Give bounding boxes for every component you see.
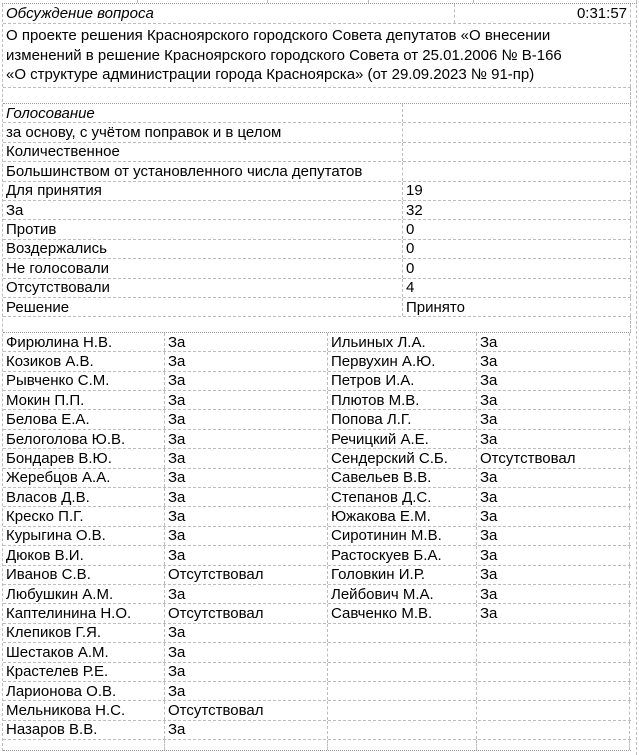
deputy-name-cell: Сендерский С.Б. [328, 449, 477, 467]
voting-title-row [3, 104, 631, 123]
deputy-name-cell: Мельникова Н.С. [3, 701, 165, 719]
stat-row [3, 240, 631, 259]
question-line: О проекте решения Красноярского городского Совета депутатов «О внесении [6, 27, 551, 44]
deputy-row [3, 507, 631, 526]
deputy-name-cell: Растоскуев Б.А. [328, 546, 477, 564]
deputy-name-cell: Бондарев В.Ю. [3, 449, 165, 467]
deputy-row [3, 527, 631, 546]
deputy-vote-cell [477, 643, 630, 661]
deputy-vote-cell: За [477, 410, 630, 428]
deputy-name-cell [328, 643, 477, 661]
voting-quorum-rule: Большинством от установленного числа депутатов [3, 162, 403, 180]
deputy-name-cell: Петров И.А. [328, 372, 477, 390]
stat-label: Против [3, 220, 403, 238]
deputy-vote-cell: За [477, 507, 630, 525]
deputy-row [3, 469, 631, 488]
deputy-name-cell: Речицкий А.Е. [328, 430, 477, 448]
question-row [3, 24, 631, 88]
deputy-vote-cell: За [477, 391, 630, 409]
deputy-name-cell: Клепиков Г.Я. [3, 624, 165, 642]
deputy-name-cell: Белоголова Ю.В. [3, 430, 165, 448]
deputy-vote-cell: За [165, 527, 328, 545]
deputy-vote-cell: За [165, 430, 328, 448]
deputy-row [3, 721, 631, 740]
spacer-row [3, 88, 631, 104]
deputy-vote-cell: За [165, 449, 328, 467]
grid-tick [473, 0, 474, 3]
deputy-vote-cell [477, 721, 630, 739]
deputy-row [3, 449, 631, 468]
deputy-vote-cell: За [165, 372, 328, 390]
deputy-vote-cell: За [477, 527, 630, 545]
results-sheet [2, 4, 631, 751]
deputy-vote-cell: За [477, 430, 630, 448]
deputy-row [3, 604, 631, 623]
deputy-vote-cell: За [165, 391, 328, 409]
deputy-name-cell [328, 701, 477, 719]
deputy-vote-cell: За [165, 488, 328, 506]
deputy-vote-cell: За [165, 469, 328, 487]
deputy-name-cell: Степанов Д.С. [328, 488, 477, 506]
deputy-vote-cell: За [165, 585, 328, 603]
deputy-vote-cell: За [477, 488, 630, 506]
deputies-table [3, 333, 631, 740]
spacer-row [3, 317, 631, 333]
stat-row [3, 220, 631, 239]
deputy-vote-cell: За [477, 333, 630, 351]
stat-label: Воздержались [3, 240, 403, 258]
deputy-name-cell [328, 624, 477, 642]
deputy-name-cell: Плютов М.В. [328, 391, 477, 409]
deputy-vote-cell: За [165, 721, 328, 739]
voting-section-title: Голосование [3, 104, 403, 122]
deputy-vote-cell: За [477, 372, 630, 390]
deputy-vote-cell [477, 663, 630, 681]
stat-value: 4 [403, 279, 631, 297]
deputy-row [3, 643, 631, 662]
deputy-vote-cell: За [165, 682, 328, 700]
deputy-vote-cell: За [477, 546, 630, 564]
deputy-vote-cell: За [165, 624, 328, 642]
deputy-name-cell: Сиротинин М.В. [328, 527, 477, 545]
question-line: изменений в решение Красноярского городского Совета от 25.01.2006 № В-166 [6, 46, 562, 64]
stat-value: 0 [403, 240, 631, 258]
deputy-vote-cell: За [165, 643, 328, 661]
deputy-row [3, 546, 631, 565]
deputy-name-cell: Назаров В.В. [3, 721, 165, 739]
deputy-name-cell: Шестаков А.М. [3, 643, 165, 661]
stat-label: Для принятия [3, 182, 403, 200]
deputy-name-cell: Савченко М.В. [328, 604, 477, 622]
deputy-name-cell: Жеребцов А.А. [3, 469, 165, 487]
deputy-name-cell: Лейбович М.А. [328, 585, 477, 603]
deputy-vote-cell [477, 682, 630, 700]
stat-label: Отсутствовали [3, 279, 403, 297]
deputy-vote-cell: За [165, 546, 328, 564]
decision-value: Принято [403, 298, 631, 316]
deputy-vote-cell: За [165, 507, 328, 525]
voting-type: Количественное [3, 143, 403, 161]
deputy-name-cell: Креско П.Г. [3, 507, 165, 525]
stat-row [3, 201, 631, 220]
deputy-name-cell: Савельев В.В. [328, 469, 477, 487]
sheet-outer-right-border [636, 0, 637, 755]
deputy-name-cell [328, 663, 477, 681]
grid-tick [137, 0, 138, 3]
stat-row [3, 259, 631, 278]
voting-mode: за основу, с учётом поправок и в целом [3, 123, 403, 141]
deputy-vote-cell: За [477, 585, 630, 603]
grid-tick [368, 0, 369, 3]
stat-label: За [3, 201, 403, 219]
deputy-vote-cell: За [165, 352, 328, 370]
deputy-row [3, 430, 631, 449]
stat-value: 32 [403, 201, 631, 219]
deputy-name-cell: Первухин А.Ю. [328, 352, 477, 370]
stat-value: 0 [403, 259, 631, 277]
deputy-row [3, 682, 631, 701]
deputy-vote-cell: За [477, 604, 630, 622]
deputy-vote-cell: Отсутствовал [165, 604, 328, 622]
spacer-row [3, 740, 631, 751]
timer-value: 0:31:57 [455, 4, 631, 23]
deputy-name-cell: Головкин И.Р. [328, 566, 477, 584]
question-line: «О структуре администрации города Красноярска» (от 29.09.2023 № 91-пр) [6, 66, 535, 83]
question-text [3, 24, 631, 87]
page-title: Обсуждение вопроса [3, 4, 455, 23]
deputy-row [3, 488, 631, 507]
deputy-name-cell: Каптелинина Н.О. [3, 604, 165, 622]
deputy-name-cell: Южакова Е.М. [328, 507, 477, 525]
voting-mode-row [3, 162, 631, 181]
deputy-vote-cell [477, 701, 630, 719]
deputy-row [3, 624, 631, 643]
deputy-vote-cell: Отсутствовал [165, 566, 328, 584]
deputy-name-cell [328, 721, 477, 739]
deputy-row [3, 663, 631, 682]
deputy-name-cell: Дюков В.И. [3, 546, 165, 564]
deputy-vote-cell: За [165, 410, 328, 428]
deputy-vote-cell: За [165, 663, 328, 681]
deputy-name-cell: Рывченко С.М. [3, 372, 165, 390]
deputy-vote-cell: За [165, 333, 328, 351]
grid-tick [267, 0, 268, 3]
deputy-name-cell: Ларионова О.В. [3, 682, 165, 700]
deputy-vote-cell [477, 624, 630, 642]
deputy-name-cell: Крастелев Р.Е. [3, 663, 165, 681]
deputy-name-cell: Белова Е.А. [3, 410, 165, 428]
deputy-vote-cell: За [477, 566, 630, 584]
decision-row [3, 298, 631, 317]
voting-mode-row [3, 143, 631, 162]
deputy-vote-cell: За [477, 352, 630, 370]
deputy-row [3, 391, 631, 410]
deputy-name-cell: Ильиных Л.А. [328, 333, 477, 351]
stat-row [3, 279, 631, 298]
stat-label: Не голосовали [3, 259, 403, 277]
deputy-name-cell: Любушкин А.М. [3, 585, 165, 603]
deputy-name-cell: Курыгина О.В. [3, 527, 165, 545]
stat-label: Решение [3, 298, 403, 316]
deputy-name-cell: Попова Л.Г. [328, 410, 477, 428]
deputy-vote-cell: Отсутствовал [477, 449, 630, 467]
deputy-name-cell: Козиков А.В. [3, 352, 165, 370]
deputy-name-cell [328, 682, 477, 700]
voting-mode-row [3, 123, 631, 142]
deputy-name-cell: Мокин П.П. [3, 391, 165, 409]
deputy-row [3, 352, 631, 371]
stat-value: 0 [403, 220, 631, 238]
stat-row [3, 182, 631, 201]
deputy-row [3, 372, 631, 391]
deputy-vote-cell: Отсутствовал [165, 701, 328, 719]
deputy-row [3, 410, 631, 429]
deputy-row [3, 701, 631, 720]
deputy-row [3, 585, 631, 604]
deputy-name-cell: Власов Д.В. [3, 488, 165, 506]
header-row [3, 4, 631, 24]
stat-value: 19 [403, 182, 631, 200]
deputy-row [3, 566, 631, 585]
deputy-name-cell: Фирюлина Н.В. [3, 333, 165, 351]
deputy-name-cell: Иванов С.В. [3, 566, 165, 584]
deputy-vote-cell: За [477, 469, 630, 487]
deputy-row [3, 333, 631, 352]
